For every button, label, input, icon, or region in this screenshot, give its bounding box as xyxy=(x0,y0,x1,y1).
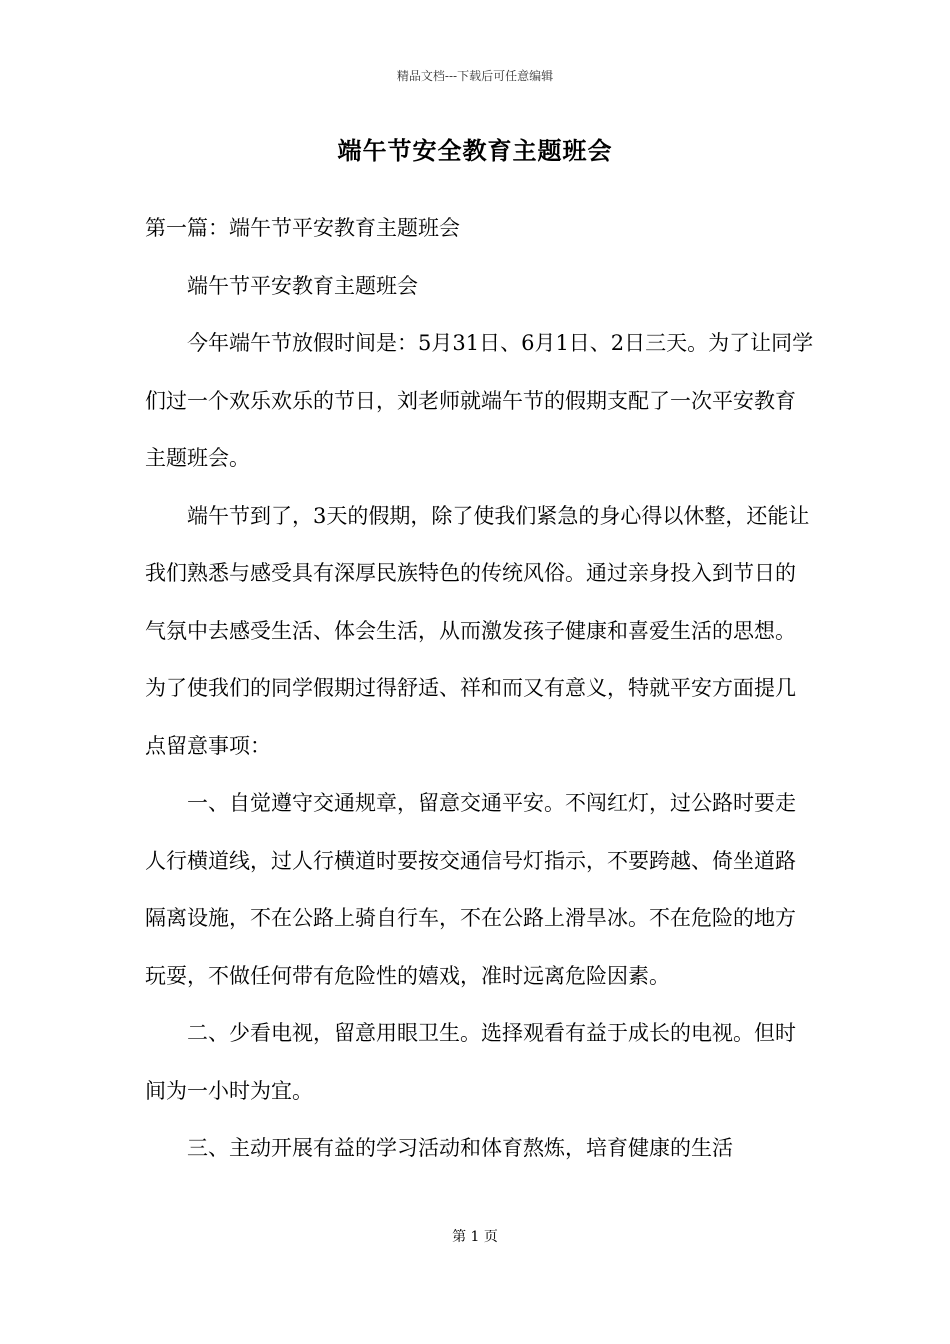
intro-paragraph: 今年端午节放假时间是：5月31日、6月1日、2日三天。为了让同学们过一个欢乐欢乐的节日，刘老师就端午节的假期支配了一次平安教育主题班会。 xyxy=(145,331,814,470)
section-heading: 第一篇：端午节平安教育主题班会 xyxy=(145,216,460,240)
safety-item-1: 一、自觉遵守交通规章，留意交通平安。不闯红灯，过公路时要走人行横道线，过人行横道时要按交通信号灯指示，不要跨越、倚坐道路隔离设施，不在公路上骑自行车，不在公路上滑旱冰。不在危险的地方玩耍，不做任何带有危险性的嬉戏，准时远离危险因素。 xyxy=(145,791,796,988)
document-body xyxy=(145,200,815,1178)
body-paragraph: 端午节到了，3天的假期，除了使我们紧急的身心得以休整，还能让我们熟悉与感受具有深厚民族特色的传统风俗。通过亲身投入到节日的气氛中去感受生活、体会生活，从而激发孩子健康和喜爱生活的思想。为了使我们的同学假期过得舒适、祥和而又有意义，特就平安方面提几点留意事项： xyxy=(145,503,810,758)
safety-item-2: 二、少看电视，留意用眼卫生。选择观看有益于成长的电视。但时间为一小时为宜。 xyxy=(145,1021,796,1103)
page-number: 第 1 页 xyxy=(452,1229,498,1245)
document-title: 端午节安全教育主题班会 xyxy=(337,136,613,165)
page-header-note: 精品文档---下载后可任意编辑 xyxy=(396,69,554,83)
safety-item-3: 三、主动开展有益的学习活动和体育熬炼，培育健康的生活 xyxy=(187,1136,733,1160)
subtitle-paragraph: 端午节平安教育主题班会 xyxy=(187,273,418,298)
